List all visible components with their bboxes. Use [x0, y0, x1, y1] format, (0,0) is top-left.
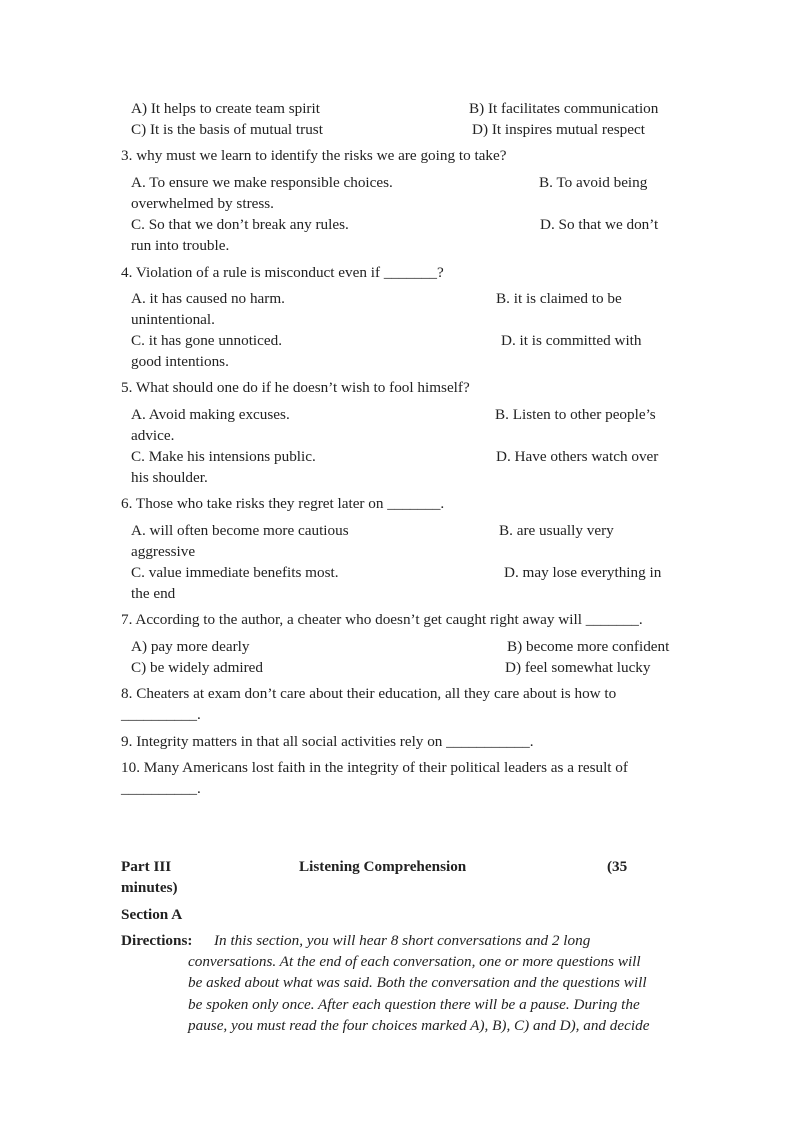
part-time: (35 — [607, 858, 628, 875]
q9-question: 9. Integrity matters in that all social activities rely on ___________. — [121, 733, 534, 750]
directions-text-line-2: conversations. At the end of each conversation, one or more questions will — [188, 953, 641, 970]
q5-option-b: B. Listen to other people’s — [495, 406, 656, 423]
q3-option-d: D. So that we don’t — [540, 216, 659, 233]
q4-option-b: B. it is claimed to be — [496, 290, 622, 307]
q4-option-b-cont: unintentional. — [131, 311, 215, 328]
q4-question: 4. Violation of a rule is misconduct even if _______? — [121, 264, 444, 281]
q2-option-a: A) It helps to create team spirit — [131, 100, 320, 117]
directions-text-line-1: In this section, you will hear 8 short conversations and 2 long — [214, 932, 591, 949]
q3-question: 3. why must we learn to identify the risks we are going to take? — [121, 147, 507, 164]
q5-question: 5. What should one do if he doesn’t wish to fool himself? — [121, 379, 470, 396]
q6-option-a: A. will often become more cautious — [131, 522, 349, 539]
directions-label: Directions: — [121, 932, 193, 949]
section-heading: Section A — [121, 906, 183, 923]
q4-option-d: D. it is committed with — [501, 332, 642, 349]
q8-question-blank: __________. — [121, 706, 201, 723]
q2-option-c: C) It is the basis of mutual trust — [131, 121, 323, 138]
q2-option-d: D) It inspires mutual respect — [472, 121, 645, 138]
q7-option-b: B) become more confident — [507, 638, 670, 655]
q3-option-c: C. So that we don’t break any rules. — [131, 216, 349, 233]
q3-option-b-cont: overwhelmed by stress. — [131, 195, 274, 212]
q6-option-d: D. may lose everything in — [504, 564, 662, 581]
directions-text-line-5: pause, you must read the four choices marked A), B), C) and D), and decide — [188, 1017, 650, 1034]
q6-option-b: B. are usually very — [499, 522, 614, 539]
q8-question: 8. Cheaters at exam don’t care about their education, all they care about is how to — [121, 685, 617, 702]
q5-option-d-cont: his shoulder. — [131, 469, 208, 486]
q6-option-c: C. value immediate benefits most. — [131, 564, 339, 581]
q10-question: 10. Many Americans lost faith in the integrity of their political leaders as a result of — [121, 759, 628, 776]
part-time-cont: minutes) — [121, 879, 178, 896]
directions-text-line-4: be spoken only once. After each question there will be a pause. During the — [188, 996, 640, 1013]
q3-option-d-cont: run into trouble. — [131, 237, 230, 254]
part-title: Listening Comprehension — [299, 858, 467, 875]
q5-option-d: D. Have others watch over — [496, 448, 659, 465]
q4-option-d-cont: good intentions. — [131, 353, 229, 370]
q7-option-d: D) feel somewhat lucky — [505, 659, 651, 676]
q3-option-a: A. To ensure we make responsible choices. — [131, 174, 393, 191]
q5-option-c: C. Make his intensions public. — [131, 448, 316, 465]
q6-question: 6. Those who take risks they regret later on _______. — [121, 495, 445, 512]
q6-option-d-cont: the end — [131, 585, 176, 602]
q4-option-a: A. it has caused no harm. — [131, 290, 285, 307]
q5-option-b-cont: advice. — [131, 427, 175, 444]
q5-option-a: A. Avoid making excuses. — [131, 406, 290, 423]
directions-text-line-3: be asked about what was said. Both the conversation and the questions will — [188, 974, 647, 991]
q6-option-b-cont: aggressive — [131, 543, 196, 560]
q7-option-a: A) pay more dearly — [131, 638, 250, 655]
q3-option-b: B. To avoid being — [539, 174, 648, 191]
q2-option-b: B) It facilitates communication — [469, 100, 659, 117]
q7-option-c: C) be widely admired — [131, 659, 264, 676]
q7-question: 7. According to the author, a cheater who doesn’t get caught right away will _______. — [121, 611, 643, 628]
q10-question-blank: __________. — [121, 780, 201, 797]
q4-option-c: C. it has gone unnoticed. — [131, 332, 283, 349]
part-label: Part III — [121, 858, 172, 875]
